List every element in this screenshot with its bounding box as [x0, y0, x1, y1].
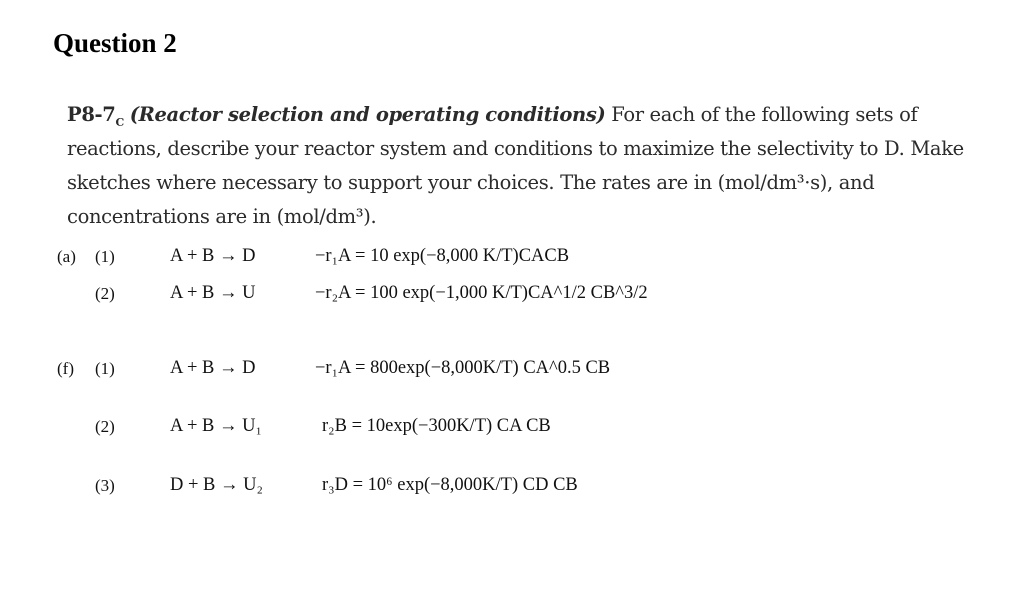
- reaction-equation: A + B → U₁: [170, 416, 262, 436]
- reaction-number: (1): [95, 359, 115, 378]
- reaction-number: (2): [95, 284, 115, 303]
- part-f-label: (f): [57, 359, 74, 378]
- problem-text: For each of the following sets of reactions, describe your reactor system and conditions to maximize the selectivity to D. Make sketches where necessary to support your choices. The rates are in (mol/dm³·s), and concentrations are in (mol/dm³).: [67, 103, 964, 228]
- problem-statement: [67, 98, 997, 234]
- reaction-number: (1): [95, 247, 115, 266]
- reaction-equation: A + B → D: [170, 358, 256, 378]
- reaction-equation: A + B → U: [170, 283, 256, 303]
- part-a-label: (a): [57, 247, 76, 266]
- reaction-equation: A + B → D: [170, 246, 256, 266]
- problem-title: (Reactor selection and operating conditions): [129, 103, 606, 126]
- rate-law: −r₁A = 10 exp(−8,000 K/T)CACB: [315, 246, 570, 266]
- reaction-equation: D + B → U₂: [170, 475, 263, 495]
- problem-id: $P8-7_C$: [67, 103, 124, 129]
- rate-law: −r₁A = 800exp(−8,000K/T) CA^0.5 CB: [315, 358, 611, 378]
- reaction-number: (3): [95, 476, 115, 495]
- rate-law: r₂B = 10exp(−300K/T) CA CB: [322, 416, 551, 436]
- rate-law: −r₂A = 100 exp(−1,000 K/T)CA^1/2 CB^3/2: [315, 283, 648, 303]
- reaction-number: (2): [95, 417, 115, 436]
- rate-law: r₃D = 10⁶ exp(−8,000K/T) CD CB: [322, 475, 578, 495]
- question-heading: Question 2: [53, 28, 177, 58]
